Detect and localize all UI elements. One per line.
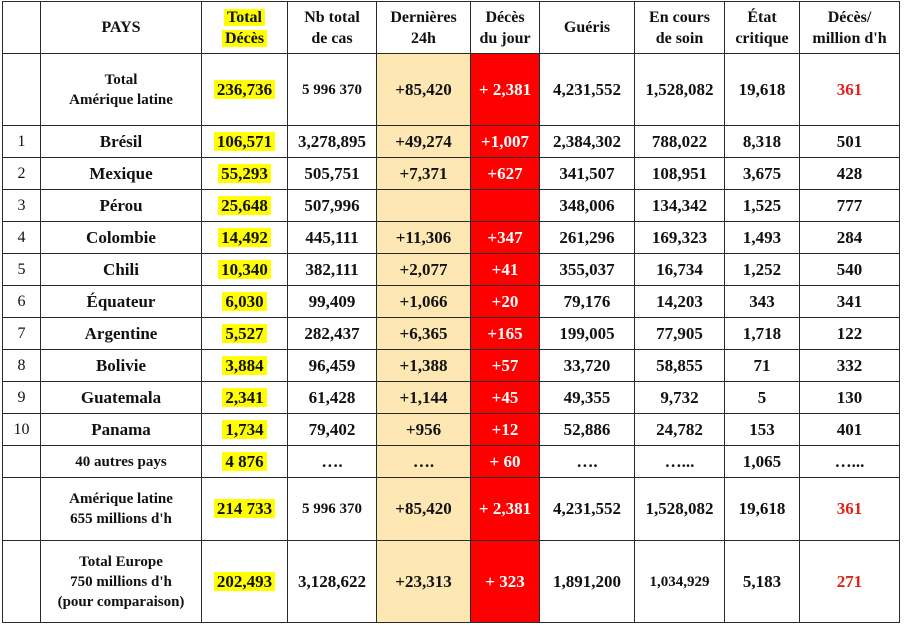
total-deces-value: 1,734 [222, 420, 266, 439]
en-cours-de-soin-cell: 1,528,082 [635, 478, 725, 541]
table-row [3, 414, 900, 446]
etat-critique-cell: 1,252 [725, 254, 800, 286]
header-deces-par-million-line2: million d'h [812, 29, 887, 47]
pays-cell: Argentine [41, 318, 202, 350]
en-cours-de-soin-cell: 134,342 [635, 190, 725, 222]
header-gueris: Guéris [540, 2, 635, 54]
header-etat-critique [725, 2, 800, 54]
pays-cell: Brésil [41, 126, 202, 158]
deces-du-jour-cell: + 60 [471, 446, 540, 478]
deces-par-million-cell: 332 [800, 350, 900, 382]
header-en-cours-de-soin-line2: de soin [655, 29, 704, 47]
en-cours-de-soin-cell: 58,855 [635, 350, 725, 382]
total-deces-cell [202, 254, 288, 286]
total-deces-cell [202, 126, 288, 158]
deces-du-jour-cell: +165 [471, 318, 540, 350]
nb-total-cas-cell: 96,459 [288, 350, 377, 382]
header-en-cours-de-soin [635, 2, 725, 54]
country-rows [3, 126, 900, 446]
etat-critique-cell: 19,618 [725, 478, 800, 541]
total-deces-value: 202,493 [214, 572, 275, 591]
total-deces-value: 4 876 [222, 452, 266, 471]
deces-par-million-cell: 540 [800, 254, 900, 286]
gueris-cell: 2,384,302 [540, 126, 635, 158]
en-cours-de-soin-cell: 1,034,929 [635, 541, 725, 623]
nb-total-cas-cell: 99,409 [288, 286, 377, 318]
table-row [3, 158, 900, 190]
row-label-line1: Amérique latine [69, 491, 173, 507]
nb-total-cas-cell: 61,428 [288, 382, 377, 414]
header-deces-du-jour-line2: du jour [479, 29, 531, 47]
row-label-line2: 655 millions d'h [70, 511, 172, 527]
etat-critique-cell: 3,675 [725, 158, 800, 190]
header-nb-total-cas-line1: Nb total [304, 8, 360, 26]
nb-total-cas-cell: 3,278,895 [288, 126, 377, 158]
table-row [3, 318, 900, 350]
gueris-cell: 1,891,200 [540, 541, 635, 623]
header-nb-total-cas-line2: de cas [311, 29, 353, 47]
deces-du-jour-cell: +1,007 [471, 126, 540, 158]
total-deces-cell [202, 54, 288, 126]
deces-du-jour-cell: +627 [471, 158, 540, 190]
rank-cell [3, 541, 41, 623]
deces-du-jour-cell: +45 [471, 382, 540, 414]
nb-total-cas-cell: 5 996 370 [288, 54, 377, 126]
deces-du-jour-cell: +57 [471, 350, 540, 382]
total-deces-value: 214 733 [214, 499, 275, 518]
table-row [3, 222, 900, 254]
deces-du-jour-cell: +41 [471, 254, 540, 286]
row-label-line3: (pour comparaison) [57, 593, 185, 610]
deces-par-million-cell: 428 [800, 158, 900, 190]
deces-du-jour-cell: +20 [471, 286, 540, 318]
deces-par-million-cell: 284 [800, 222, 900, 254]
pays-cell: Mexique [41, 158, 202, 190]
total-deces-cell [202, 541, 288, 623]
nb-total-cas-cell: 505,751 [288, 158, 377, 190]
gueris-cell: 33,720 [540, 350, 635, 382]
total-deces-cell [202, 286, 288, 318]
nb-total-cas-cell: 445,111 [288, 222, 377, 254]
pays-cell: Guatemala [41, 382, 202, 414]
en-cours-de-soin-cell: 24,782 [635, 414, 725, 446]
dernieres-24h-cell: +85,420 [377, 54, 471, 126]
rank-cell: 1 [3, 126, 41, 158]
rank-cell [3, 478, 41, 541]
header-nb-total-cas [288, 2, 377, 54]
rank-cell: 7 [3, 318, 41, 350]
deces-par-million-cell: 501 [800, 126, 900, 158]
total-deces-value: 25,648 [218, 196, 271, 215]
gueris-cell: 4,231,552 [540, 478, 635, 541]
total-deces-value: 3,884 [222, 356, 266, 375]
pays-cell: Pérou [41, 190, 202, 222]
covid-latin-america-table [2, 1, 900, 623]
header-dernieres-24h [377, 2, 471, 54]
nb-total-cas-cell: 79,402 [288, 414, 377, 446]
etat-critique-cell: 5 [725, 382, 800, 414]
row-label-line1: Total Europe [79, 553, 163, 570]
en-cours-de-soin-cell: …... [635, 446, 725, 478]
row-label: 40 autres pays [41, 446, 202, 478]
total-deces-value: 2,341 [222, 388, 266, 407]
gueris-cell: 199,005 [540, 318, 635, 350]
dernieres-24h-cell: +1,144 [377, 382, 471, 414]
deces-par-million-cell: 777 [800, 190, 900, 222]
etat-critique-cell: 8,318 [725, 126, 800, 158]
rank-cell: 6 [3, 286, 41, 318]
deces-par-million-cell: 341 [800, 286, 900, 318]
total-latam-row [3, 54, 900, 126]
en-cours-de-soin-cell: 788,022 [635, 126, 725, 158]
total-deces-cell [202, 158, 288, 190]
table-row [3, 254, 900, 286]
deces-par-million-cell: …... [800, 446, 900, 478]
total-deces-value: 14,492 [218, 228, 271, 247]
deces-du-jour-cell: + 2,381 [471, 478, 540, 541]
rank-cell: 5 [3, 254, 41, 286]
en-cours-de-soin-cell: 9,732 [635, 382, 725, 414]
dernieres-24h-cell: +7,371 [377, 158, 471, 190]
dernieres-24h-cell: +49,274 [377, 126, 471, 158]
deces-par-million-cell: 401 [800, 414, 900, 446]
gueris-cell: 79,176 [540, 286, 635, 318]
total-deces-value: 5,527 [222, 324, 266, 343]
nb-total-cas-cell: …. [288, 446, 377, 478]
header-deces-par-million [800, 2, 900, 54]
pays-cell: Bolivie [41, 350, 202, 382]
rank-cell: 2 [3, 158, 41, 190]
en-cours-de-soin-cell: 14,203 [635, 286, 725, 318]
pays-cell: Colombie [41, 222, 202, 254]
dernieres-24h-cell: +2,077 [377, 254, 471, 286]
etat-critique-cell: 1,718 [725, 318, 800, 350]
header-dernieres-24h-line1: Dernières [390, 8, 457, 26]
latam-summary-row [3, 478, 900, 541]
total-deces-cell [202, 190, 288, 222]
header-pays: PAYS [41, 2, 202, 54]
nb-total-cas-cell: 507,996 [288, 190, 377, 222]
table-row [3, 126, 900, 158]
dernieres-24h-cell: +85,420 [377, 478, 471, 541]
total-deces-cell [202, 446, 288, 478]
total-deces-cell [202, 478, 288, 541]
rank-cell: 3 [3, 190, 41, 222]
etat-critique-cell: 1,525 [725, 190, 800, 222]
header-row [3, 2, 900, 54]
etat-critique-cell: 71 [725, 350, 800, 382]
pays-cell: Équateur [41, 286, 202, 318]
total-deces-value: 6,030 [222, 292, 266, 311]
total-deces-value: 55,293 [218, 164, 271, 183]
header-total-deces-line1: Total [224, 9, 265, 26]
nb-total-cas-cell: 5 996 370 [288, 478, 377, 541]
table-row [3, 190, 900, 222]
gueris-cell: 4,231,552 [540, 54, 635, 126]
nb-total-cas-cell: 3,128,622 [288, 541, 377, 623]
others-row [3, 446, 900, 478]
row-label [41, 54, 202, 126]
deces-par-million-cell: 361 [800, 478, 900, 541]
row-label-line2: Amérique latine [69, 91, 173, 108]
header-deces-du-jour [471, 2, 540, 54]
header-total-deces-line2: Décès [222, 30, 267, 47]
rank-cell: 9 [3, 382, 41, 414]
deces-du-jour-cell: +347 [471, 222, 540, 254]
etat-critique-cell: 343 [725, 286, 800, 318]
en-cours-de-soin-cell: 169,323 [635, 222, 725, 254]
nb-total-cas-cell: 282,437 [288, 318, 377, 350]
deces-par-million-cell: 122 [800, 318, 900, 350]
dernieres-24h-cell: +11,306 [377, 222, 471, 254]
dernieres-24h-cell: …. [377, 446, 471, 478]
rank-cell: 8 [3, 350, 41, 382]
table-row [3, 382, 900, 414]
en-cours-de-soin-cell: 77,905 [635, 318, 725, 350]
etat-critique-cell: 1,493 [725, 222, 800, 254]
dernieres-24h-cell: +1,388 [377, 350, 471, 382]
header-etat-critique-line2: critique [735, 29, 789, 47]
pays-cell: Chili [41, 254, 202, 286]
deces-du-jour-cell: + 2,381 [471, 54, 540, 126]
pays-cell: Panama [41, 414, 202, 446]
deces-du-jour-cell: +12 [471, 414, 540, 446]
europe-row [3, 541, 900, 623]
row-label [41, 478, 202, 541]
header-rank [3, 2, 41, 54]
total-deces-value: 10,340 [218, 260, 271, 279]
dernieres-24h-cell: +1,066 [377, 286, 471, 318]
rank-cell: 10 [3, 414, 41, 446]
total-deces-cell [202, 350, 288, 382]
total-deces-cell [202, 414, 288, 446]
rank-cell: 4 [3, 222, 41, 254]
deces-par-million-cell: 130 [800, 382, 900, 414]
etat-critique-cell: 5,183 [725, 541, 800, 623]
total-deces-cell [202, 318, 288, 350]
etat-critique-cell: 1,065 [725, 446, 800, 478]
gueris-cell: 261,296 [540, 222, 635, 254]
header-deces-du-jour-line1: Décès [485, 8, 525, 26]
gueris-cell: 341,507 [540, 158, 635, 190]
gueris-cell: 355,037 [540, 254, 635, 286]
total-deces-value: 236,736 [214, 80, 275, 99]
row-label [41, 541, 202, 623]
etat-critique-cell: 19,618 [725, 54, 800, 126]
total-deces-cell [202, 222, 288, 254]
deces-du-jour-cell: + 323 [471, 541, 540, 623]
dernieres-24h-cell [377, 190, 471, 222]
deces-par-million-cell: 361 [800, 54, 900, 126]
table-row [3, 286, 900, 318]
header-en-cours-de-soin-line1: En cours [649, 8, 710, 26]
header-deces-par-million-line1: Décès/ [827, 8, 872, 26]
header-total-deces [202, 2, 288, 54]
en-cours-de-soin-cell: 1,528,082 [635, 54, 725, 126]
rank-cell [3, 54, 41, 126]
header-dernieres-24h-line2: 24h [411, 29, 436, 47]
en-cours-de-soin-cell: 108,951 [635, 158, 725, 190]
en-cours-de-soin-cell: 16,734 [635, 254, 725, 286]
deces-du-jour-cell [471, 190, 540, 222]
total-deces-cell [202, 382, 288, 414]
gueris-cell: 348,006 [540, 190, 635, 222]
dernieres-24h-cell: +23,313 [377, 541, 471, 623]
nb-total-cas-cell: 382,111 [288, 254, 377, 286]
row-label-line2: 750 millions d'h [70, 573, 172, 590]
rank-cell [3, 446, 41, 478]
etat-critique-cell: 153 [725, 414, 800, 446]
dernieres-24h-cell: +6,365 [377, 318, 471, 350]
dernieres-24h-cell: +956 [377, 414, 471, 446]
gueris-cell: …. [540, 446, 635, 478]
deces-par-million-cell: 271 [800, 541, 900, 623]
row-label-line1: Total [104, 71, 138, 88]
gueris-cell: 49,355 [540, 382, 635, 414]
header-etat-critique-line1: État [747, 8, 777, 26]
total-deces-value: 106,571 [214, 132, 275, 151]
table-row [3, 350, 900, 382]
gueris-cell: 52,886 [540, 414, 635, 446]
